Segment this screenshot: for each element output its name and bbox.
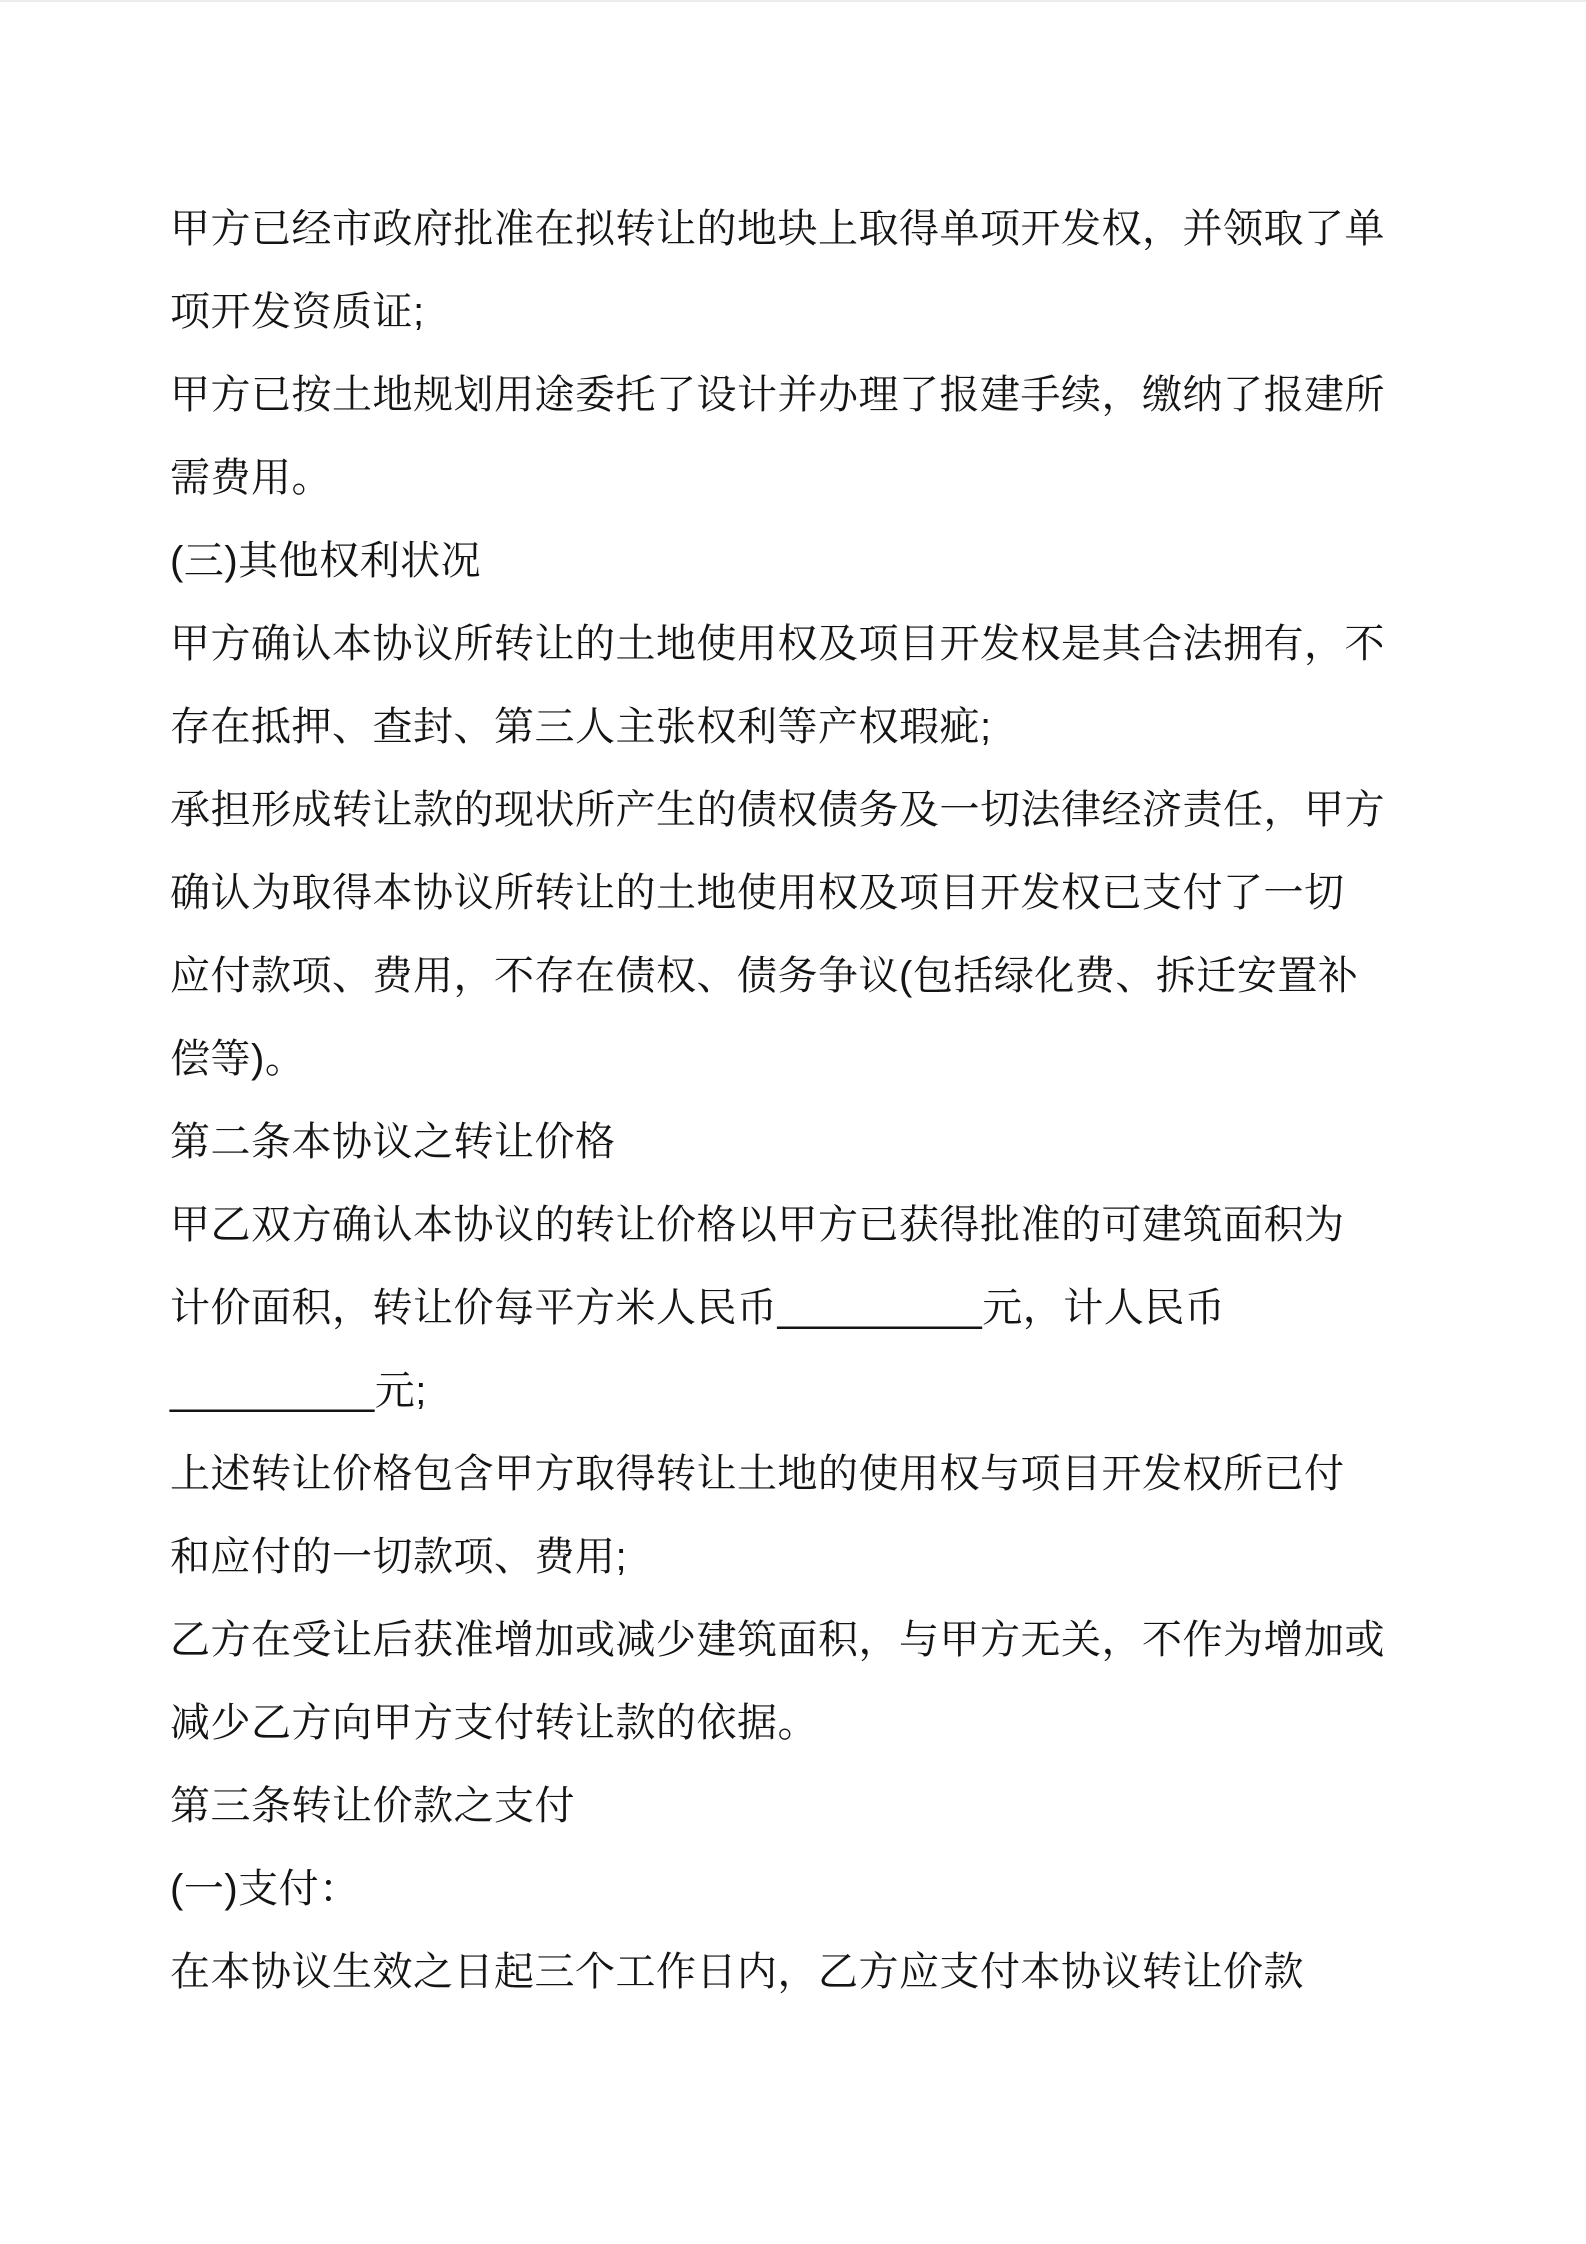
document-line: 甲乙双方确认本协议的转让价格以甲方已获得批准的可建筑面积为 [170, 1203, 1345, 1247]
document-subsection-heading: (一)支付： [170, 1867, 360, 1911]
document-line: 在本协议生效之日起三个工作日内，乙方应支付本协议转让价款 [170, 1950, 1304, 1994]
document-line: 甲方已经市政府批准在拟转让的地块上取得单项开发权，并领取了单 [170, 207, 1385, 251]
document-line: 应付款项、费用，不存在债权、债务争议(包括绿化费、拆迁安置补 [170, 954, 1359, 998]
document-line: 乙方在受让后获准增加或减少建筑面积，与甲方无关，不作为增加或 [170, 1618, 1385, 1662]
document-line: 上述转让价格包含甲方取得转让土地的使用权与项目开发权所已付 [170, 1452, 1345, 1496]
document-body [170, 188, 1436, 2014]
document-line: 存在抵押、查封、第三人主张权利等产权瑕疵; [170, 705, 992, 749]
document-line: 确认为取得本协议所转让的土地使用权及项目开发权已支付了一切 [170, 871, 1345, 915]
document-line: 偿等)。 [170, 1037, 306, 1081]
document-line: 承担形成转让款的现状所产生的债权债务及一切法律经济责任，甲方 [170, 788, 1385, 832]
document-line: 和应付的一切款项、费用; [170, 1535, 628, 1579]
document-article-heading: 第二条本协议之转让价格 [170, 1120, 616, 1164]
document-article-heading: 第三条转让价款之支付 [170, 1784, 575, 1828]
document-line: 减少乙方向甲方支付转让款的依据。 [170, 1701, 818, 1745]
document-line: 甲方已按土地规划用途委托了设计并办理了报建手续，缴纳了报建所 [170, 373, 1385, 417]
document-section-heading: (三)其他权利状况 [170, 539, 482, 583]
document-line-with-blank: 计价面积，转让价每平方米人民币_________元，计人民币 [170, 1286, 1226, 1330]
document-line: 项开发资质证; [170, 290, 425, 334]
document-line: 需费用。 [170, 456, 332, 500]
document-line: 甲方确认本协议所转让的土地使用权及项目开发权是其合法拥有，不 [170, 622, 1385, 666]
document-line-with-blank: _________元; [170, 1369, 427, 1413]
